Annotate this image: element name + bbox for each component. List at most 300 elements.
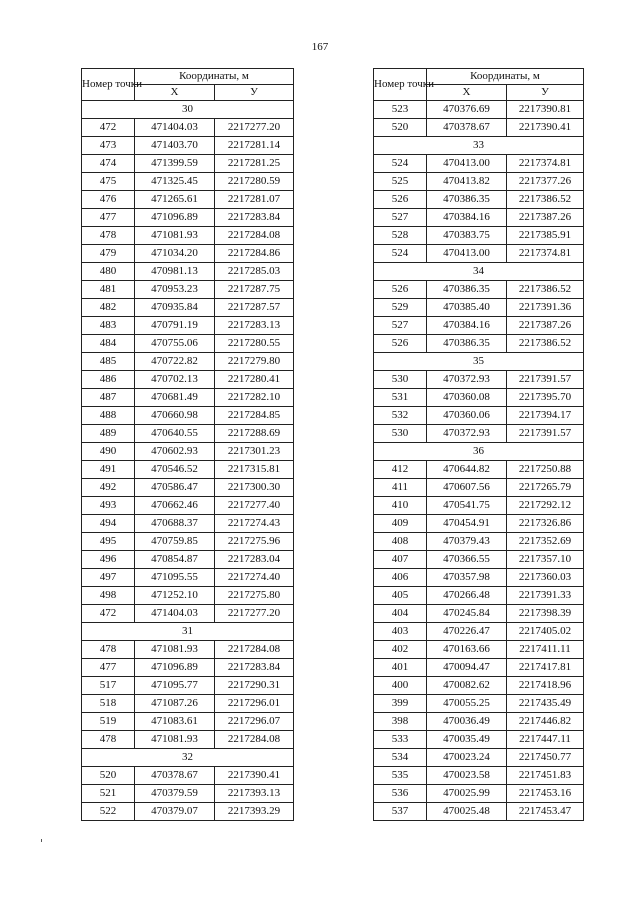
- y-coordinate-cell: 2217387.26: [507, 317, 584, 335]
- point-number-cell: 399: [374, 695, 427, 713]
- y-header: У: [507, 85, 584, 101]
- x-coordinate-cell: 471034.20: [135, 245, 215, 263]
- x-coordinate-cell: 470660.98: [135, 407, 215, 425]
- table-row: [374, 551, 584, 569]
- point-number-cell: 409: [374, 515, 427, 533]
- point-number-cell: 406: [374, 569, 427, 587]
- x-coordinate-cell: 471083.61: [135, 713, 215, 731]
- y-coordinate-cell: 2217386.52: [507, 191, 584, 209]
- table-row: [82, 173, 294, 191]
- point-number-cell: 517: [82, 677, 135, 695]
- table-row: [82, 371, 294, 389]
- x-coordinate-cell: 470082.62: [427, 677, 507, 695]
- y-coordinate-cell: 2217280.59: [215, 173, 294, 191]
- y-coordinate-cell: 2217281.25: [215, 155, 294, 173]
- y-coordinate-cell: 2217391.57: [507, 425, 584, 443]
- table-row: [374, 641, 584, 659]
- x-coordinate-cell: 470759.85: [135, 533, 215, 551]
- x-coordinate-cell: 471404.03: [135, 119, 215, 137]
- point-number-cell: 402: [374, 641, 427, 659]
- x-coordinate-cell: 470688.37: [135, 515, 215, 533]
- y-coordinate-cell: 2217290.31: [215, 677, 294, 695]
- y-coordinate-cell: 2217277.20: [215, 119, 294, 137]
- table-row: [82, 785, 294, 803]
- table-row: [82, 443, 294, 461]
- y-coordinate-cell: 2217386.52: [507, 281, 584, 299]
- point-number-cell: 497: [82, 569, 135, 587]
- point-number-cell: 403: [374, 623, 427, 641]
- table-row: [82, 119, 294, 137]
- point-number-cell: 530: [374, 371, 427, 389]
- y-coordinate-cell: 2217287.75: [215, 281, 294, 299]
- y-coordinate-cell: 2217284.86: [215, 245, 294, 263]
- y-coordinate-cell: 2217281.07: [215, 191, 294, 209]
- x-coordinate-cell: 471087.26: [135, 695, 215, 713]
- section-row: [374, 443, 584, 461]
- point-number-cell: 484: [82, 335, 135, 353]
- table-row: [374, 659, 584, 677]
- table-row: [374, 317, 584, 335]
- y-coordinate-cell: 2217301.23: [215, 443, 294, 461]
- x-coordinate-cell: 471081.93: [135, 731, 215, 749]
- table-row: [374, 461, 584, 479]
- table-row: [82, 641, 294, 659]
- coordinates-table-left: [81, 68, 294, 821]
- x-coordinate-cell: 470640.55: [135, 425, 215, 443]
- x-coordinate-cell: 470379.07: [135, 803, 215, 821]
- table-row: [374, 497, 584, 515]
- x-coordinate-cell: 470055.25: [427, 695, 507, 713]
- table-row: [82, 317, 294, 335]
- point-number-cell: 520: [374, 119, 427, 137]
- table-row: [374, 407, 584, 425]
- x-coordinate-cell: 470379.43: [427, 533, 507, 551]
- point-number-cell: 472: [82, 605, 135, 623]
- point-number-cell: 520: [82, 767, 135, 785]
- x-coordinate-cell: 471081.93: [135, 227, 215, 245]
- y-coordinate-cell: 2217374.81: [507, 155, 584, 173]
- x-coordinate-cell: 470036.49: [427, 713, 507, 731]
- x-coordinate-cell: 470366.55: [427, 551, 507, 569]
- point-number-cell: 473: [82, 137, 135, 155]
- x-coordinate-cell: 471325.45: [135, 173, 215, 191]
- y-coordinate-cell: 2217283.13: [215, 317, 294, 335]
- x-coordinate-cell: 470372.93: [427, 371, 507, 389]
- table-row: [374, 479, 584, 497]
- point-number-cell: 491: [82, 461, 135, 479]
- x-coordinate-cell: 470854.87: [135, 551, 215, 569]
- y-coordinate-cell: 2217274.43: [215, 515, 294, 533]
- table-row: [374, 677, 584, 695]
- y-coordinate-cell: 2217284.08: [215, 641, 294, 659]
- y-coordinate-cell: 2217390.41: [215, 767, 294, 785]
- x-coordinate-cell: 470791.19: [135, 317, 215, 335]
- point-number-cell: 494: [82, 515, 135, 533]
- table-row: [82, 209, 294, 227]
- point-number-cell: 487: [82, 389, 135, 407]
- y-coordinate-cell: 2217315.81: [215, 461, 294, 479]
- x-coordinate-cell: 470953.23: [135, 281, 215, 299]
- x-coordinate-cell: 470662.46: [135, 497, 215, 515]
- y-coordinate-cell: 2217453.16: [507, 785, 584, 803]
- x-coordinate-cell: 470378.67: [427, 119, 507, 137]
- y-coordinate-cell: 2217275.96: [215, 533, 294, 551]
- point-number-cell: 480: [82, 263, 135, 281]
- x-coordinate-cell: 470586.47: [135, 479, 215, 497]
- section-row: [374, 137, 584, 155]
- table-row: [82, 677, 294, 695]
- point-number-cell: 404: [374, 605, 427, 623]
- x-coordinate-cell: 470644.82: [427, 461, 507, 479]
- table-row: [374, 749, 584, 767]
- point-number-cell: 498: [82, 587, 135, 605]
- section-number: 31: [82, 623, 294, 641]
- y-coordinate-cell: 2217281.14: [215, 137, 294, 155]
- point-number-cell: 522: [82, 803, 135, 821]
- table-row: [374, 371, 584, 389]
- point-number-cell: 476: [82, 191, 135, 209]
- y-coordinate-cell: 2217446.82: [507, 713, 584, 731]
- table-row: [374, 569, 584, 587]
- x-coordinate-cell: 470357.98: [427, 569, 507, 587]
- x-coordinate-cell: 470376.69: [427, 101, 507, 119]
- y-coordinate-cell: 2217292.12: [507, 497, 584, 515]
- table-row: [82, 299, 294, 317]
- y-coordinate-cell: 2217390.81: [507, 101, 584, 119]
- table-row: [82, 281, 294, 299]
- point-number-cell: 485: [82, 353, 135, 371]
- table-row: [374, 803, 584, 821]
- section-row: [374, 263, 584, 281]
- y-header: У: [215, 85, 294, 101]
- table-row: [374, 281, 584, 299]
- x-coordinate-cell: 470386.35: [427, 335, 507, 353]
- x-coordinate-cell: 470413.82: [427, 173, 507, 191]
- y-coordinate-cell: 2217393.13: [215, 785, 294, 803]
- table-row: [374, 605, 584, 623]
- y-coordinate-cell: 2217357.10: [507, 551, 584, 569]
- x-coordinate-cell: 470226.47: [427, 623, 507, 641]
- x-coordinate-cell: 470025.99: [427, 785, 507, 803]
- y-coordinate-cell: 2217394.17: [507, 407, 584, 425]
- table-row: [374, 299, 584, 317]
- table-row: [374, 389, 584, 407]
- table-row: [374, 785, 584, 803]
- section-number: 33: [374, 137, 584, 155]
- coordinates-header: Координаты, м: [135, 69, 294, 85]
- x-coordinate-cell: 470094.47: [427, 659, 507, 677]
- x-coordinate-cell: 470602.93: [135, 443, 215, 461]
- x-coordinate-cell: 470025.48: [427, 803, 507, 821]
- table-row: [82, 335, 294, 353]
- page-number: 167: [311, 41, 329, 53]
- point-number-cell: 525: [374, 173, 427, 191]
- point-number-cell: 479: [82, 245, 135, 263]
- point-number-header: Номер точки: [374, 69, 427, 101]
- y-coordinate-cell: 2217385.91: [507, 227, 584, 245]
- point-number-cell: 521: [82, 785, 135, 803]
- margin-mark: [41, 839, 42, 842]
- y-coordinate-cell: 2217377.26: [507, 173, 584, 191]
- x-coordinate-cell: 470383.75: [427, 227, 507, 245]
- table-row: [82, 551, 294, 569]
- point-number-cell: 398: [374, 713, 427, 731]
- table-row: [82, 515, 294, 533]
- point-number-cell: 526: [374, 335, 427, 353]
- table-row: [82, 731, 294, 749]
- point-number-cell: 405: [374, 587, 427, 605]
- point-number-cell: 412: [374, 461, 427, 479]
- y-coordinate-cell: 2217284.85: [215, 407, 294, 425]
- x-coordinate-cell: 470702.13: [135, 371, 215, 389]
- point-number-cell: 527: [374, 317, 427, 335]
- y-coordinate-cell: 2217360.03: [507, 569, 584, 587]
- table-row: [374, 173, 584, 191]
- x-coordinate-cell: 470360.06: [427, 407, 507, 425]
- coordinates-table-right: [373, 68, 584, 821]
- table-row: [374, 587, 584, 605]
- table-row: [374, 713, 584, 731]
- y-coordinate-cell: 2217387.26: [507, 209, 584, 227]
- x-coordinate-cell: 470546.52: [135, 461, 215, 479]
- point-number-cell: 529: [374, 299, 427, 317]
- x-coordinate-cell: 470385.40: [427, 299, 507, 317]
- y-coordinate-cell: 2217265.79: [507, 479, 584, 497]
- x-header: Х: [427, 85, 507, 101]
- table-row: [82, 533, 294, 551]
- y-coordinate-cell: 2217277.20: [215, 605, 294, 623]
- y-coordinate-cell: 2217274.40: [215, 569, 294, 587]
- x-coordinate-cell: 470454.91: [427, 515, 507, 533]
- table-row: [374, 119, 584, 137]
- y-coordinate-cell: 2217300.30: [215, 479, 294, 497]
- y-coordinate-cell: 2217277.40: [215, 497, 294, 515]
- table-row: [374, 515, 584, 533]
- table-row: [374, 209, 584, 227]
- x-coordinate-cell: 471095.77: [135, 677, 215, 695]
- x-coordinate-cell: 470379.59: [135, 785, 215, 803]
- x-coordinate-cell: 470266.48: [427, 587, 507, 605]
- point-number-cell: 477: [82, 209, 135, 227]
- point-number-cell: 400: [374, 677, 427, 695]
- x-coordinate-cell: 471399.59: [135, 155, 215, 173]
- x-coordinate-cell: 471403.70: [135, 137, 215, 155]
- x-coordinate-cell: 470384.16: [427, 209, 507, 227]
- point-number-cell: 488: [82, 407, 135, 425]
- table-row: [82, 587, 294, 605]
- point-number-cell: 486: [82, 371, 135, 389]
- y-coordinate-cell: 2217285.03: [215, 263, 294, 281]
- point-number-header: Номер точки: [82, 69, 135, 101]
- y-coordinate-cell: 2217411.11: [507, 641, 584, 659]
- table-row: [82, 389, 294, 407]
- table-row: [82, 155, 294, 173]
- point-number-cell: 493: [82, 497, 135, 515]
- point-number-cell: 537: [374, 803, 427, 821]
- y-coordinate-cell: 2217284.08: [215, 731, 294, 749]
- table-row: [82, 803, 294, 821]
- y-coordinate-cell: 2217275.80: [215, 587, 294, 605]
- point-number-cell: 490: [82, 443, 135, 461]
- x-coordinate-cell: 471096.89: [135, 209, 215, 227]
- point-number-cell: 534: [374, 749, 427, 767]
- section-number: 30: [82, 101, 294, 119]
- table-row: [82, 695, 294, 713]
- y-coordinate-cell: 2217451.83: [507, 767, 584, 785]
- point-number-cell: 495: [82, 533, 135, 551]
- x-coordinate-cell: 470935.84: [135, 299, 215, 317]
- y-coordinate-cell: 2217393.29: [215, 803, 294, 821]
- table-row: [374, 623, 584, 641]
- point-number-cell: 478: [82, 641, 135, 659]
- table-row: [82, 227, 294, 245]
- y-coordinate-cell: 2217352.69: [507, 533, 584, 551]
- x-header: Х: [135, 85, 215, 101]
- table-row: [82, 407, 294, 425]
- y-coordinate-cell: 2217296.07: [215, 713, 294, 731]
- x-coordinate-cell: 471081.93: [135, 641, 215, 659]
- y-coordinate-cell: 2217450.77: [507, 749, 584, 767]
- point-number-cell: 531: [374, 389, 427, 407]
- y-coordinate-cell: 2217283.84: [215, 209, 294, 227]
- x-coordinate-cell: 470755.06: [135, 335, 215, 353]
- point-number-cell: 533: [374, 731, 427, 749]
- x-coordinate-cell: 470245.84: [427, 605, 507, 623]
- table-row: [82, 605, 294, 623]
- point-number-cell: 481: [82, 281, 135, 299]
- table-row: [82, 137, 294, 155]
- x-coordinate-cell: 470023.24: [427, 749, 507, 767]
- x-coordinate-cell: 470541.75: [427, 497, 507, 515]
- x-coordinate-cell: 470035.49: [427, 731, 507, 749]
- section-row: [82, 749, 294, 767]
- section-number: 35: [374, 353, 584, 371]
- y-coordinate-cell: 2217447.11: [507, 731, 584, 749]
- point-number-cell: 496: [82, 551, 135, 569]
- table-row: [82, 713, 294, 731]
- y-coordinate-cell: 2217395.70: [507, 389, 584, 407]
- x-coordinate-cell: 470413.00: [427, 155, 507, 173]
- x-coordinate-cell: 470386.35: [427, 281, 507, 299]
- y-coordinate-cell: 2217288.69: [215, 425, 294, 443]
- x-coordinate-cell: 470372.93: [427, 425, 507, 443]
- y-coordinate-cell: 2217453.47: [507, 803, 584, 821]
- table-row: [374, 695, 584, 713]
- point-number-cell: 407: [374, 551, 427, 569]
- section-row: [374, 353, 584, 371]
- table-row: [82, 191, 294, 209]
- x-coordinate-cell: 471265.61: [135, 191, 215, 209]
- y-coordinate-cell: 2217279.80: [215, 353, 294, 371]
- point-number-cell: 478: [82, 731, 135, 749]
- point-number-cell: 528: [374, 227, 427, 245]
- table-row: [374, 191, 584, 209]
- point-number-cell: 477: [82, 659, 135, 677]
- y-coordinate-cell: 2217390.41: [507, 119, 584, 137]
- y-coordinate-cell: 2217250.88: [507, 461, 584, 479]
- y-coordinate-cell: 2217280.41: [215, 371, 294, 389]
- section-number: 36: [374, 443, 584, 461]
- point-number-cell: 474: [82, 155, 135, 173]
- point-number-cell: 526: [374, 281, 427, 299]
- table-row: [82, 497, 294, 515]
- table-row: [374, 155, 584, 173]
- x-coordinate-cell: 471404.03: [135, 605, 215, 623]
- y-coordinate-cell: 2217398.39: [507, 605, 584, 623]
- y-coordinate-cell: 2217280.55: [215, 335, 294, 353]
- point-number-cell: 530: [374, 425, 427, 443]
- x-coordinate-cell: 470384.16: [427, 317, 507, 335]
- table-row: [82, 479, 294, 497]
- section-number: 34: [374, 263, 584, 281]
- table-row: [374, 767, 584, 785]
- x-coordinate-cell: 470413.00: [427, 245, 507, 263]
- point-number-cell: 411: [374, 479, 427, 497]
- table-row: [82, 659, 294, 677]
- table-row: [82, 353, 294, 371]
- point-number-cell: 489: [82, 425, 135, 443]
- y-coordinate-cell: 2217287.57: [215, 299, 294, 317]
- x-coordinate-cell: 470981.13: [135, 263, 215, 281]
- table-row: [374, 731, 584, 749]
- point-number-cell: 492: [82, 479, 135, 497]
- y-coordinate-cell: 2217296.01: [215, 695, 294, 713]
- y-coordinate-cell: 2217391.36: [507, 299, 584, 317]
- point-number-cell: 526: [374, 191, 427, 209]
- x-coordinate-cell: 470607.56: [427, 479, 507, 497]
- point-number-cell: 472: [82, 119, 135, 137]
- table-row: [82, 569, 294, 587]
- y-coordinate-cell: 2217284.08: [215, 227, 294, 245]
- y-coordinate-cell: 2217283.04: [215, 551, 294, 569]
- x-coordinate-cell: 470023.58: [427, 767, 507, 785]
- point-number-cell: 524: [374, 245, 427, 263]
- x-coordinate-cell: 471096.89: [135, 659, 215, 677]
- y-coordinate-cell: 2217282.10: [215, 389, 294, 407]
- point-number-cell: 483: [82, 317, 135, 335]
- point-number-cell: 524: [374, 155, 427, 173]
- section-row: [82, 101, 294, 119]
- y-coordinate-cell: 2217386.52: [507, 335, 584, 353]
- point-number-cell: 535: [374, 767, 427, 785]
- point-number-cell: 523: [374, 101, 427, 119]
- x-coordinate-cell: 471252.10: [135, 587, 215, 605]
- x-coordinate-cell: 471095.55: [135, 569, 215, 587]
- x-coordinate-cell: 470681.49: [135, 389, 215, 407]
- y-coordinate-cell: 2217417.81: [507, 659, 584, 677]
- point-number-cell: 475: [82, 173, 135, 191]
- table-row: [374, 533, 584, 551]
- section-number: 32: [82, 749, 294, 767]
- y-coordinate-cell: 2217283.84: [215, 659, 294, 677]
- x-coordinate-cell: 470163.66: [427, 641, 507, 659]
- section-row: [82, 623, 294, 641]
- table-row: [82, 425, 294, 443]
- point-number-cell: 482: [82, 299, 135, 317]
- table-row: [374, 227, 584, 245]
- table-row: [374, 425, 584, 443]
- point-number-cell: 401: [374, 659, 427, 677]
- point-number-cell: 410: [374, 497, 427, 515]
- y-coordinate-cell: 2217418.96: [507, 677, 584, 695]
- x-coordinate-cell: 470722.82: [135, 353, 215, 371]
- y-coordinate-cell: 2217374.81: [507, 245, 584, 263]
- y-coordinate-cell: 2217435.49: [507, 695, 584, 713]
- table-row: [82, 767, 294, 785]
- point-number-cell: 408: [374, 533, 427, 551]
- point-number-cell: 518: [82, 695, 135, 713]
- point-number-cell: 532: [374, 407, 427, 425]
